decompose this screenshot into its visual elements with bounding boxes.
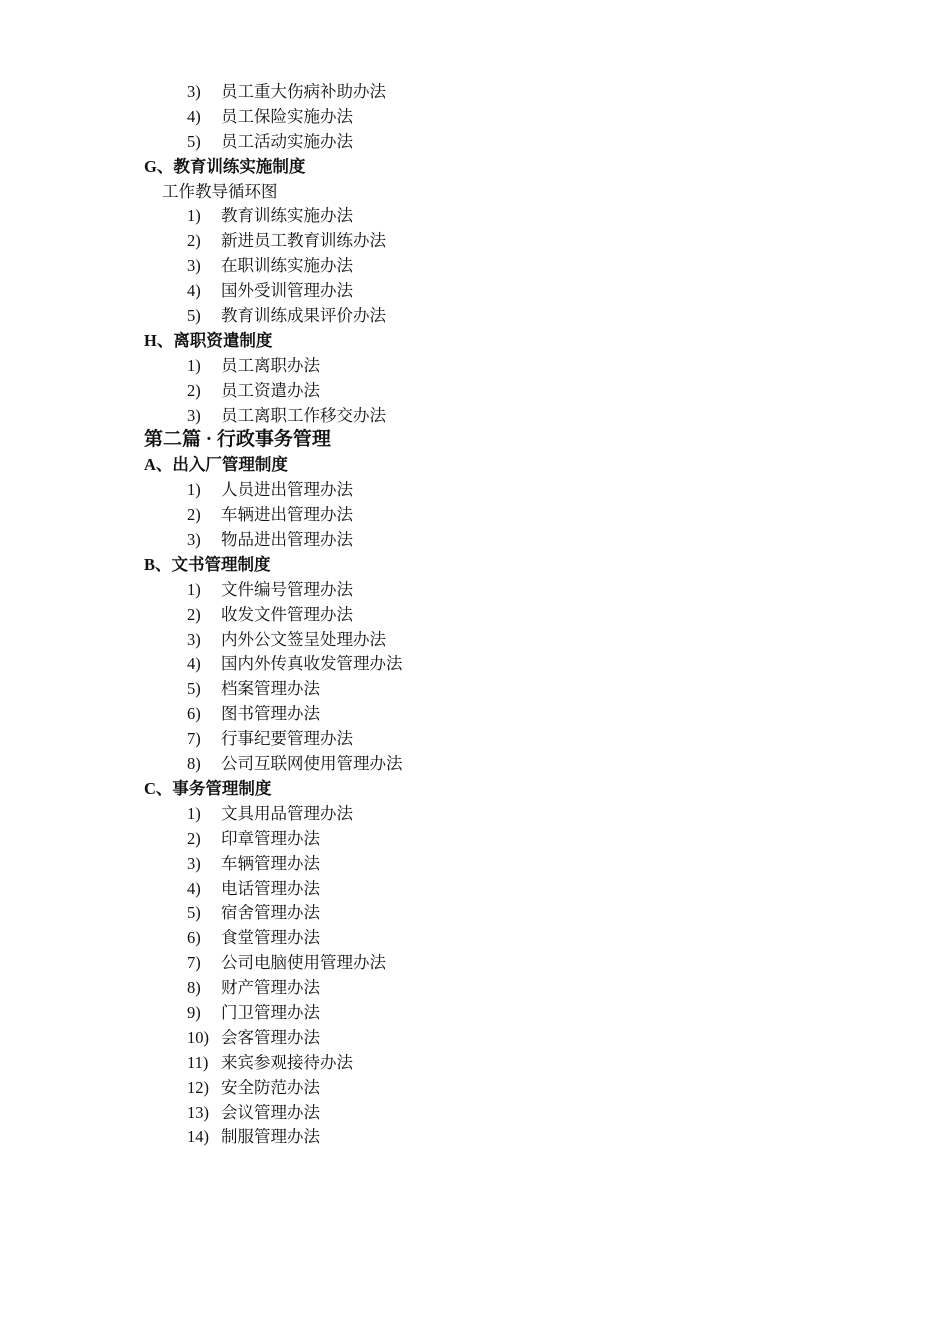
list-item-number: 8) [187,754,201,774]
list-item-text: 员工重大伤病补助办法 [221,82,386,101]
list-item-text: 员工活动实施办法 [221,131,353,151]
list-item-number: 7) [187,953,201,973]
list-item-number: 3) [187,405,201,425]
list-item-text: 教育训练成果评价办法 [221,306,386,326]
list-item-text: 物品进出管理办法 [221,530,353,550]
section-heading: B、文书管理制度 [144,554,271,574]
list-item-text: 来宾参观接待办法 [221,1052,353,1072]
list-item-text: 会议管理办法 [221,1102,320,1122]
list-item-text: 公司电脑使用管理办法 [221,953,386,973]
list-item-text: 新进员工教育训练办法 [221,231,386,251]
list-item-number: 2) [187,604,201,624]
list-item-text: 员工离职工作移交办法 [221,405,386,425]
list-item-text: 车辆进出管理办法 [221,505,353,525]
list-item [0,354,950,379]
list-item [0,926,950,951]
list-item [0,528,950,553]
list-item-number: 5) [187,903,201,923]
part-heading: 第二篇 · 行政事务管理 [144,429,331,451]
list-item-text: 员工离职办法 [221,355,320,375]
sub-note: 工作教导循环图 [162,181,278,201]
list-item-number: 3) [187,256,201,276]
list-item-number: 10) [187,1027,209,1047]
list-item-text: 在职训练实施办法 [221,256,353,276]
list-item-text: 印章管理办法 [221,828,320,848]
list-item-number: 13) [187,1102,209,1122]
list-item-number: 11) [187,1052,209,1072]
list-item-text: 国内外传真收发管理办法 [221,654,403,674]
list-item [0,1101,950,1126]
list-item [0,603,950,628]
list-item [0,951,950,976]
list-item [0,802,950,827]
list-item-text: 图书管理办法 [221,704,320,724]
list-item-text: 员工保险实施办法 [221,106,353,126]
list-item-number: 6) [187,928,201,948]
list-item [0,254,950,279]
section-heading: H、离职资遣制度 [144,330,273,350]
list-item [0,229,950,254]
list-item-text: 电话管理办法 [221,878,320,898]
list-item-text: 车辆管理办法 [221,853,320,873]
list-item [0,578,950,603]
list-item-text: 人员进出管理办法 [221,480,353,500]
list-item-text: 门卫管理办法 [221,1002,320,1022]
list-item-number: 5) [187,131,201,151]
list-item [0,877,950,902]
list-item-text: 文具用品管理办法 [221,803,353,823]
list-item [0,702,950,727]
list-item-number: 1) [187,579,201,599]
list-item [0,379,950,404]
list-item-number: 14) [187,1127,209,1147]
list-item-text: 收发文件管理办法 [221,604,353,624]
list-item-number: 5) [187,679,201,699]
list-item [0,852,950,877]
section-heading: C、事务管理制度 [144,778,272,798]
list-item [0,677,950,702]
list-item [0,1051,950,1076]
list-item-number: 1) [187,355,201,375]
list-item-number: 3) [187,530,201,550]
list-item [0,404,950,429]
list-item [0,1001,950,1026]
list-item [0,279,950,304]
list-item [0,901,950,926]
list-item-number: 8) [187,978,201,998]
list-item [0,1076,950,1101]
list-item-text: 国外受训管理办法 [221,281,353,301]
list-item [0,628,950,653]
section-heading: A、出入厂管理制度 [144,455,288,475]
section-heading: G、教育训练实施制度 [144,156,306,176]
list-item-text: 安全防范办法 [221,1077,320,1097]
list-item [0,727,950,752]
list-item-text: 财产管理办法 [221,978,320,998]
list-item-text: 宿舍管理办法 [221,903,320,923]
list-item-number: 2) [187,505,201,525]
list-item-number: 4) [187,106,201,126]
document-body [0,80,950,1150]
list-item-number: 2) [187,231,201,251]
list-item-number: 3) [187,853,201,873]
list-item [0,827,950,852]
list-item-number: 4) [187,654,201,674]
list-item [0,1125,950,1150]
list-item-number: 3) [187,82,201,101]
list-item-text: 会客管理办法 [221,1027,320,1047]
list-item [0,105,950,130]
list-item-text: 食堂管理办法 [221,928,320,948]
list-item-number: 9) [187,1002,201,1022]
list-item [0,304,950,329]
list-item-number: 7) [187,729,201,749]
list-item-number: 1) [187,206,201,226]
list-item-number: 5) [187,306,201,326]
list-item [0,976,950,1001]
list-item [0,1026,950,1051]
list-item-number: 6) [187,704,201,724]
list-item-number: 2) [187,828,201,848]
list-item [0,652,950,677]
list-item [0,752,950,777]
list-item-number: 12) [187,1077,209,1097]
list-item [0,478,950,503]
list-item-text: 制服管理办法 [221,1127,320,1147]
list-item-number: 1) [187,480,201,500]
list-item-text: 内外公文签呈处理办法 [221,629,386,649]
list-item [0,204,950,229]
list-item-number: 4) [187,878,201,898]
list-item [0,503,950,528]
list-item-text: 档案管理办法 [221,679,320,699]
list-item [0,130,950,155]
list-item-number: 2) [187,380,201,400]
list-item-number: 1) [187,803,201,823]
list-item-text: 文件编号管理办法 [221,579,353,599]
list-item-text: 行事纪要管理办法 [221,729,353,749]
list-item-number: 3) [187,629,201,649]
list-item-text: 公司互联网使用管理办法 [221,754,403,774]
list-item-text: 员工资遣办法 [221,380,320,400]
list-item-number: 4) [187,281,201,301]
list-item [0,80,950,105]
list-item-text: 教育训练实施办法 [221,206,353,226]
